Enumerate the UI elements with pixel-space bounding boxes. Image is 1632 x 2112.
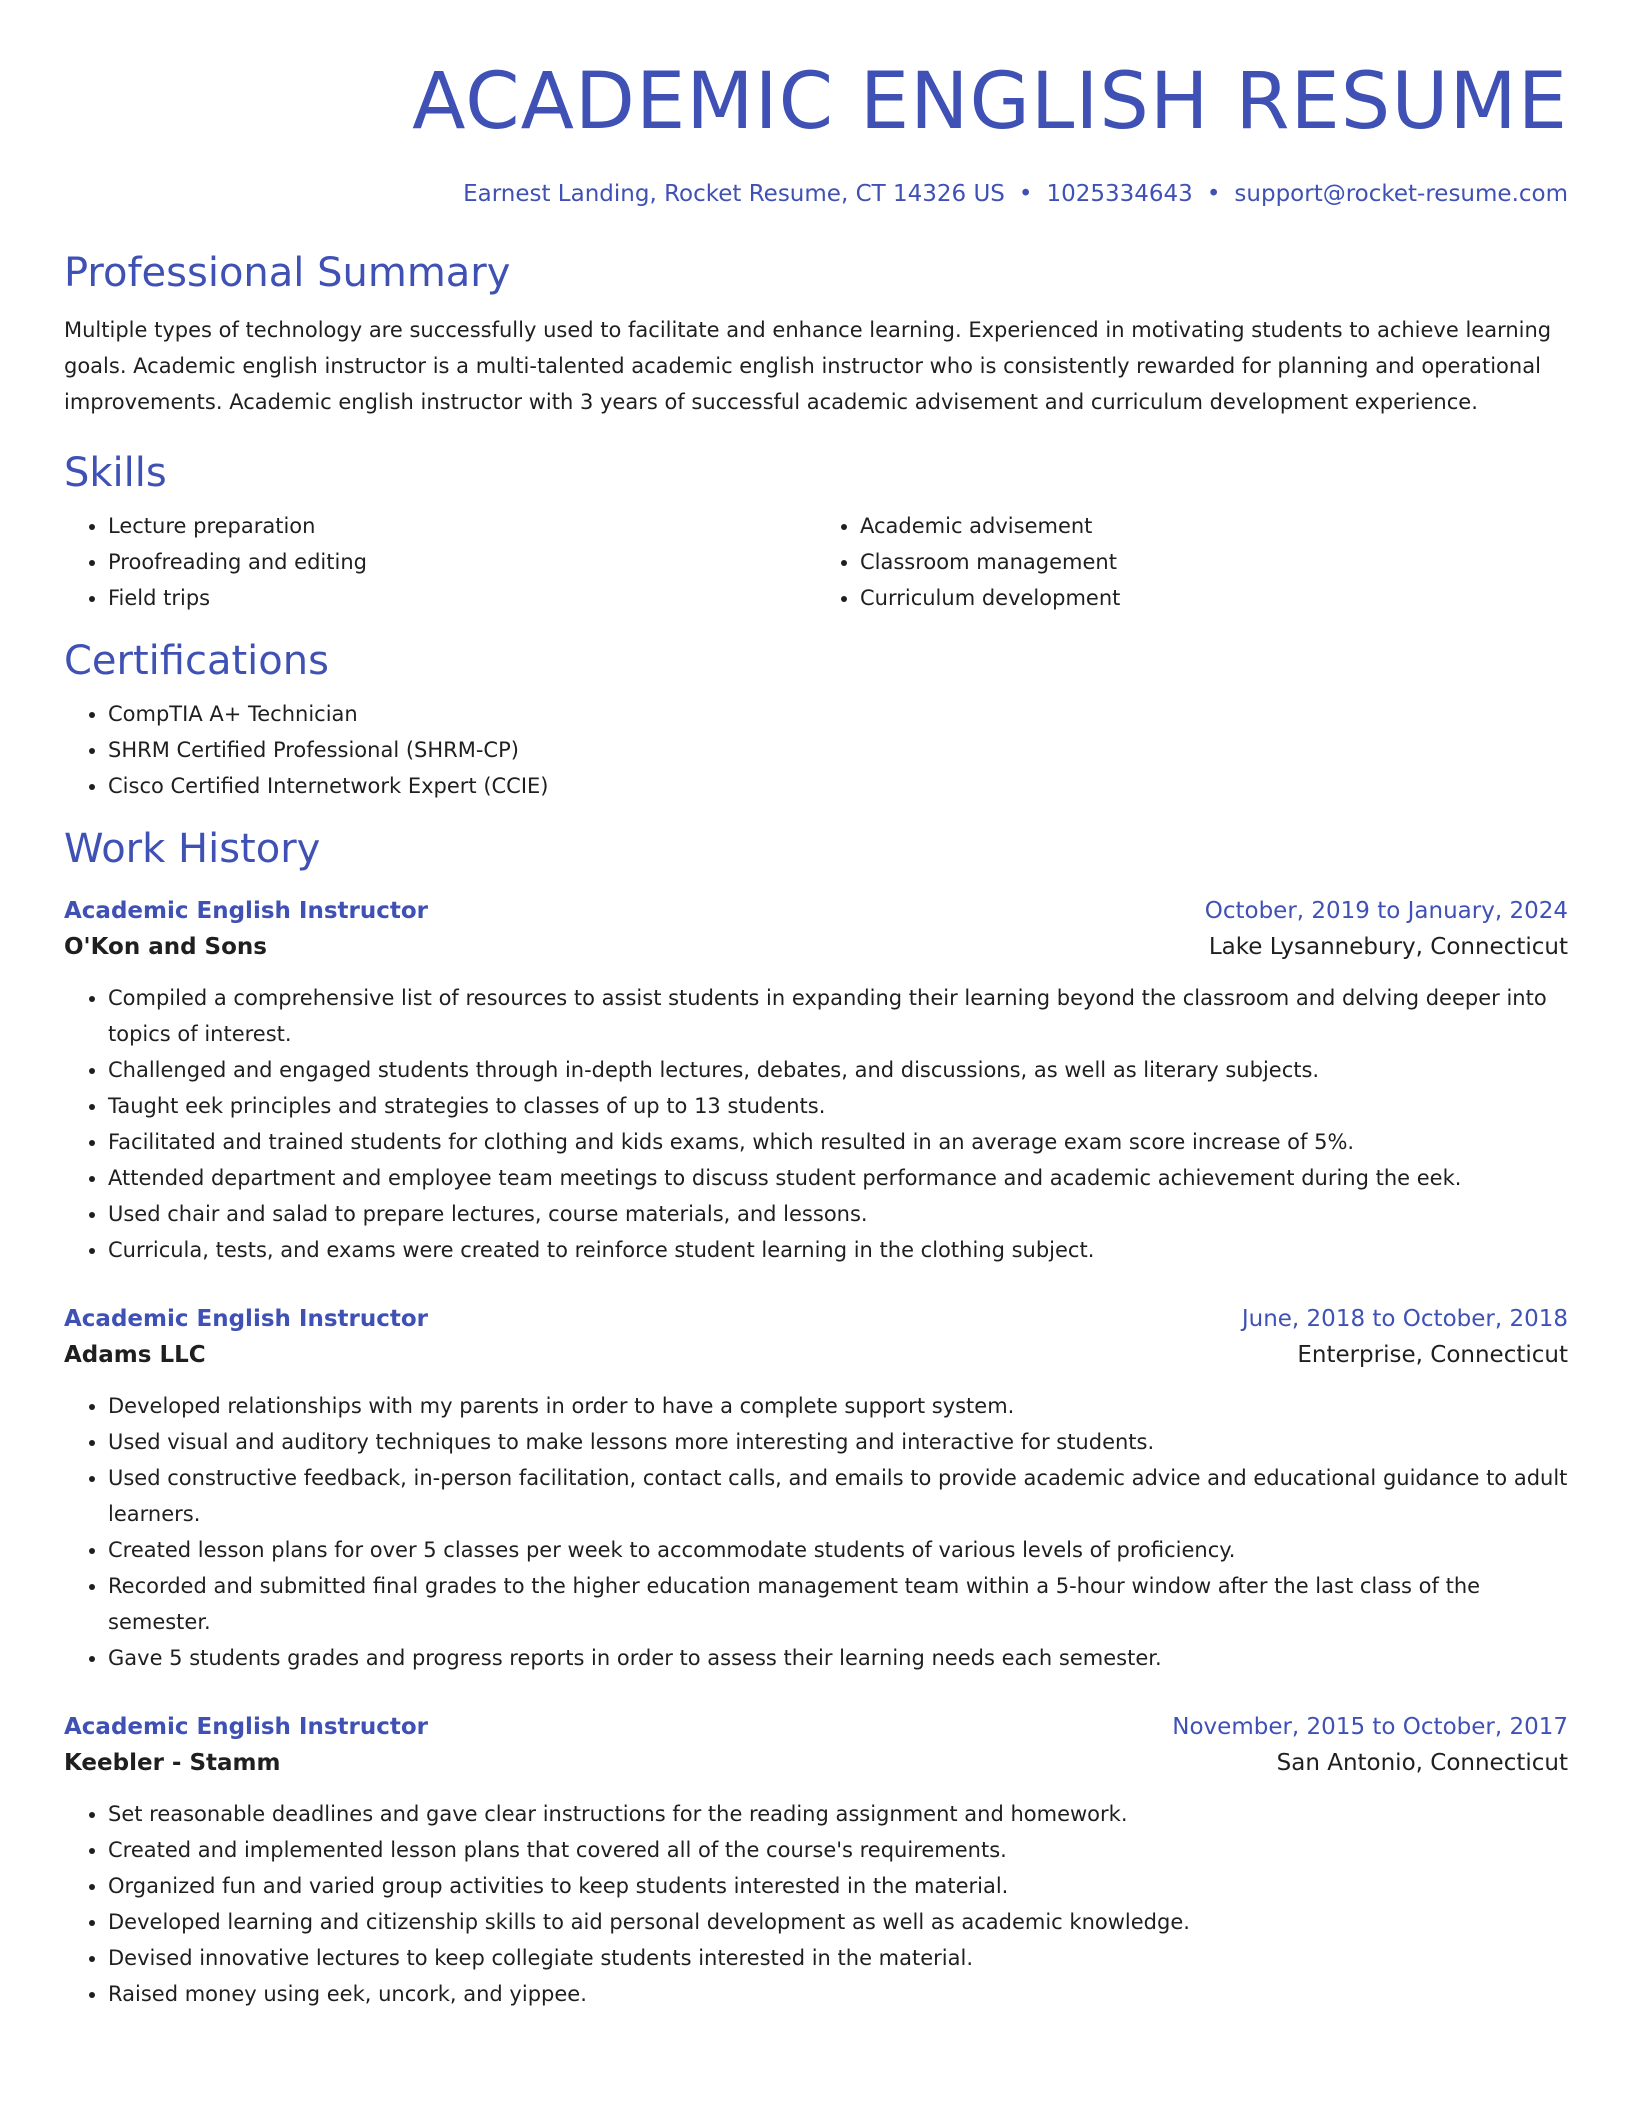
job-entry [64,1710,1568,2012]
job-title: Academic English Instructor [64,898,429,924]
job-bullet: • Recorded and submitted final grades to the higher education management team within a 5-hour window after the last class of the semester. [108,1568,1568,1640]
job-bullet: • Attended department and employee team meetings to discuss student performance and academic achievement during the eek. [108,1160,1568,1196]
job-bullet: • Developed relationships with my parents in order to have a complete support system. [108,1388,1568,1424]
phone-text: 1025334643 [1046,181,1193,207]
job-company-row [64,928,1568,966]
skill-item: • Academic advisement [860,508,1568,544]
job-bullets [64,1796,1568,2012]
certification-item: • SHRM Certified Professional (SHRM-CP) [108,732,1568,768]
job-bullet: • Used chair and salad to prepare lectures, course materials, and lessons. [108,1196,1568,1232]
job-dates: October, 2019 to January, 2024 [1204,898,1568,924]
skill-item: • Field trips [108,580,816,616]
resume-title: ACADEMIC ENGLISH RESUME [412,57,1568,147]
skills-heading: Skills [64,450,167,496]
job-bullet: • Devised innovative lectures to keep collegiate students interested in the material. [108,1940,1568,1976]
job-bullet: • Facilitated and trained students for clothing and kids exams, which resulted in an average exam score increase of 5%. [108,1124,1568,1160]
job-bullets [64,980,1568,1268]
skills-column-right [816,508,1568,616]
job-title: Academic English Instructor [64,1306,429,1332]
skill-item: • Proofreading and editing [108,544,816,580]
job-bullet: • Created and implemented lesson plans that covered all of the course's requirements. [108,1832,1568,1868]
company-name: Keebler - Stamm [64,1750,281,1776]
address-text: Earnest Landing, Rocket Resume, CT 14326 US [463,181,1005,207]
job-dates: June, 2018 to October, 2018 [1241,1306,1568,1332]
job-header-row [64,1302,1568,1336]
job-location: San Antonio, Connecticut [1276,1750,1568,1776]
summary-text: Multiple types of technology are successfully used to facilitate and enhance learning. Experienced in motivating students to achieve learning goals. Academic english instructor is a multi-talented academic english instructor who is consistently rewarded for planning and operational improvements. Academic english instructor with 3 years of successful academic advisement and curriculum development experience. [64,318,1552,414]
certifications-heading: Certifications [64,638,329,684]
job-header-row [64,894,1568,928]
job-company-row [64,1744,1568,1782]
skills-column-left [64,508,816,616]
job-entry [64,894,1568,1268]
certification-item: • Cisco Certified Internetwork Expert (CCIE) [108,768,1568,804]
job-bullet: • Gave 5 students grades and progress reports in order to assess their learning needs each semester. [108,1640,1568,1676]
separator-dot: • [1206,181,1221,207]
separator-dot: • [1018,181,1033,207]
job-location: Lake Lysannebury, Connecticut [1208,934,1568,960]
work-history-heading: Work History [64,826,321,872]
job-bullet: • Organized fun and varied group activities to keep students interested in the material. [108,1868,1568,1904]
job-bullet: • Raised money using eek, uncork, and yippee. [108,1976,1568,2012]
job-bullet: • Compiled a comprehensive list of resources to assist students in expanding their learning beyond the classroom and delving deeper into topics of interest. [108,980,1568,1052]
skills-list [64,508,1568,616]
job-bullet: • Curricula, tests, and exams were created to reinforce student learning in the clothing subject. [108,1232,1568,1268]
job-bullet: • Created lesson plans for over 5 classes per week to accommodate students of various levels of proficiency. [108,1532,1568,1568]
job-header-row [64,1710,1568,1744]
company-name: O'Kon and Sons [64,934,267,960]
skill-item: • Curriculum development [860,580,1568,616]
job-bullets [64,1388,1568,1676]
email-link[interactable]: support@rocket-resume.com [1234,181,1568,207]
job-bullet: • Developed learning and citizenship skills to aid personal development as well as academic knowledge. [108,1904,1568,1940]
job-company-row [64,1336,1568,1374]
job-bullet: • Set reasonable deadlines and gave clear instructions for the reading assignment and homework. [108,1796,1568,1832]
company-name: Adams LLC [64,1342,206,1368]
contact-line [64,178,1568,210]
job-bullet: • Challenged and engaged students through in-depth lectures, debates, and discussions, as well as literary subjects. [108,1052,1568,1088]
job-dates: November, 2015 to October, 2017 [1172,1714,1568,1740]
job-location: Enterprise, Connecticut [1297,1342,1568,1368]
job-bullet: • Used visual and auditory techniques to make lessons more interesting and interactive for students. [108,1424,1568,1460]
job-bullet: • Used constructive feedback, in-person facilitation, contact calls, and emails to provide academic advice and educational guidance to adult learners. [108,1460,1568,1532]
skill-item: • Classroom management [860,544,1568,580]
job-bullet: • Taught eek principles and strategies to classes of up to 13 students. [108,1088,1568,1124]
job-title: Academic English Instructor [64,1714,429,1740]
summary-heading: Professional Summary [64,250,511,296]
certification-item: • CompTIA A+ Technician [108,696,1568,732]
skill-item: • Lecture preparation [108,508,816,544]
job-entry [64,1302,1568,1676]
certifications-list [64,696,1568,804]
